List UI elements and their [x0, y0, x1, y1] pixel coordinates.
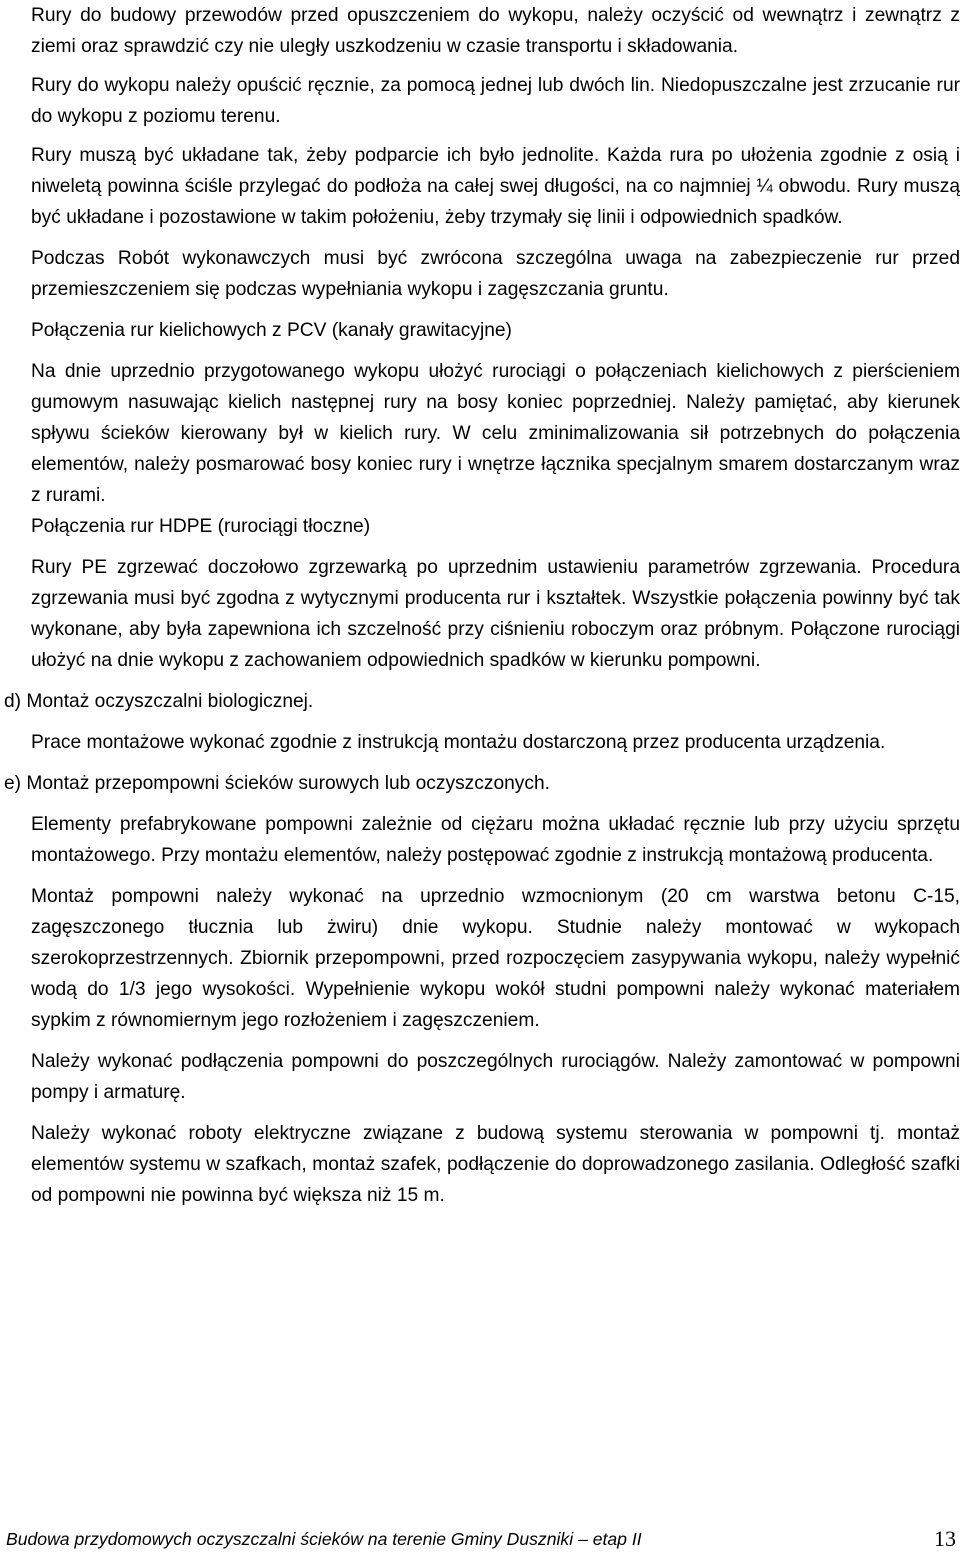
paragraph-pvc-joints: Na dnie uprzednio przygotowanego wykopu ułożyć rurociągi o połączeniach kielichowych z pierścieniem gumowym nasuwając kielich następnej rury na bosy koniec poprzedniej. Należy pamiętać, aby kierunek spływu ścieków kierowany był w kielich rury. W celu zminimalizowania sił potrzebnych do połączenia elementów, należy posmarować bosy koniec rury i wnętrze łącznika specjalnym smarem dostarczanym wraz z rurami.: [31, 361, 960, 506]
heading-pvc-joints: Połączenia rur kielichowych z PCV (kanały grawitacyjne): [31, 320, 512, 341]
paragraph-treatment-plant-assembly: Prace montażowe wykonać zgodnie z instrukcją montażu dostarczoną przez producenta urządzenia.: [31, 732, 886, 753]
paragraph-securing-pipes: Podczas Robót wykonawczych musi być zwrócona szczególna uwaga na zabezpieczenie rur przed przemieszczeniem się podczas wypełniania wykopu i zagęszczania gruntu.: [31, 248, 960, 300]
document-body: [4, 0, 960, 1211]
heading-hdpe-joints: Połączenia rur HDPE (rurociągi tłoczne): [31, 516, 371, 537]
paragraph-electrical-works: Należy wykonać roboty elektryczne związane z budową systemu sterowania w pompowni tj. montaż elementów systemu w szafkach, montaż szafek, podłączenie do doprowadzonego zasilania. Odległość szafki od pompowni nie powinna być większa niż 15 m.: [31, 1123, 960, 1206]
page-footer: [6, 1524, 960, 1554]
footer-title: Budowa przydomowych oczyszczalni ścieków na terenie Gminy Duszniki – etap II: [6, 1529, 642, 1549]
paragraph-lowering-pipes: Rury do wykopu należy opuścić ręcznie, za pomocą jednej lub dwóch lin. Niedopuszczalne jest zrzucanie rur do wykopu z poziomu terenu.: [31, 75, 960, 127]
paragraph-hdpe-joints: Rury PE zgrzewać doczołowo zgrzewarką po uprzednim ustawieniu parametrów zgrzewania. Procedura zgrzewania musi być zgodna z wytycznymi producenta rur i kształtek. Wszystkie połączenia powinny być tak wykonane, aby była zapewniona ich szczelność przy ciśnieniu roboczym oraz próbnym. Połączone rurociągi ułożyć na dnie wykopu z zachowaniem odpowiednich spadków w kierunku pompowni.: [31, 557, 960, 671]
section-heading-d: d) Montaż oczyszczalni biologicznej.: [4, 691, 314, 712]
section-heading-e: e) Montaż przepompowni ścieków surowych lub oczyszczonych.: [4, 773, 551, 794]
paragraph-prefab-elements: Elementy prefabrykowane pompowni zależnie od ciężaru można układać ręcznie lub przy użyciu sprzętu montażowego. Przy montażu elementów, należy postępować zgodnie z instrukcją montażową producenta.: [31, 814, 960, 866]
paragraph-pipe-cleaning: Rury do budowy przewodów przed opuszczeniem do wykopu, należy oczyścić od wewnątrz i zewnątrz z ziemi oraz sprawdzić czy nie uległy uszkodzeniu w czasie transportu i składowania.: [31, 5, 960, 57]
paragraph-pipeline-connections: Należy wykonać podłączenia pompowni do poszczególnych rurociągów. Należy zamontować w pompowni pompy i armaturę.: [31, 1051, 960, 1103]
page-number: 13: [934, 1526, 956, 1551]
paragraph-pump-station-installation: Montaż pompowni należy wykonać na uprzednio wzmocnionym (20 cm warstwa betonu C-15, zagęszczonego tłucznia lub żwiru) dnie wykopu. Studnie należy montować w wykopach szerokoprzestrzennych. Zbiornik przepompowni, przed rozpoczęciem zasypywania wykopu, należy wypełnić wodą do 1/3 jego wysokości. Wypełnienie wykopu wokół studni pompowni należy wykonać materiałem sypkim z równomiernym jego rozłożeniem i zagęszczeniem.: [31, 886, 960, 1031]
paragraph-laying-pipes: Rury muszą być układane tak, żeby podparcie ich było jednolite. Każda rura po ułożenia zgodnie z osią i niweletą powinna ściśle przylegać do podłoża na całej swej długości, na co najmniej ¼ obwodu. Rury muszą być układane i pozostawione w takim położeniu, żeby trzymały się linii i odpowiednich spadków.: [31, 145, 960, 228]
